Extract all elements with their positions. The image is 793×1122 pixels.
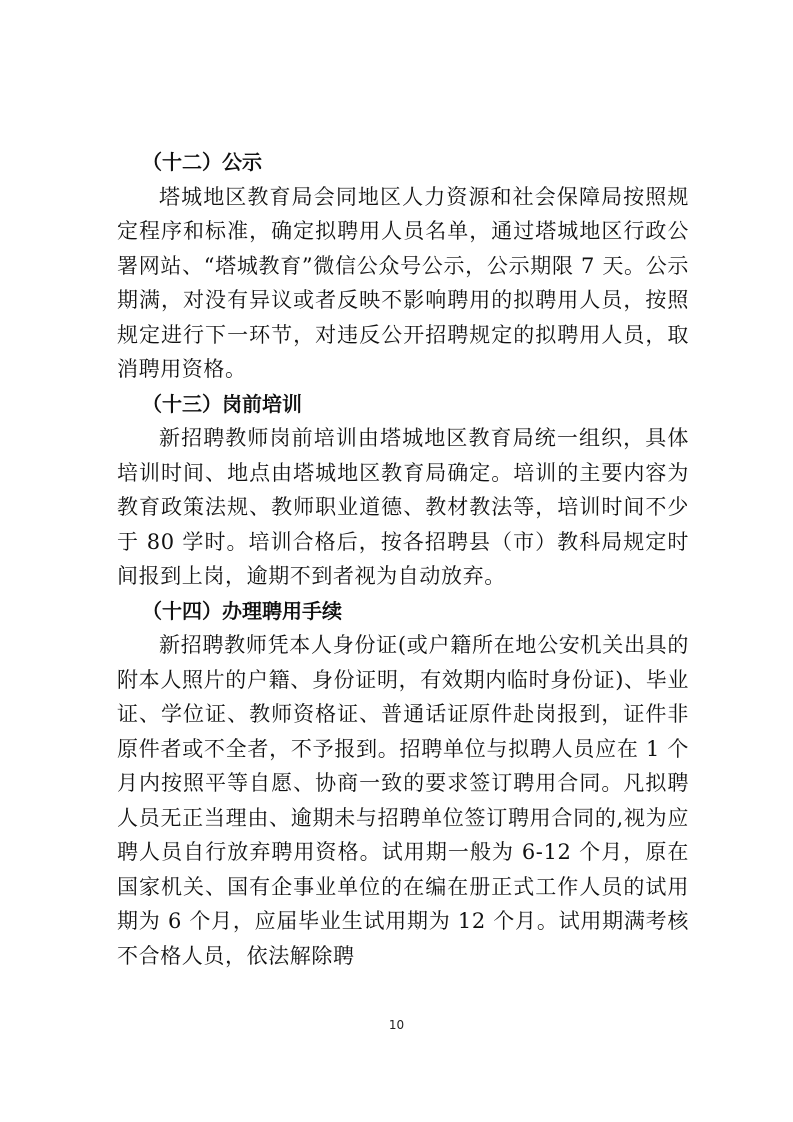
- section-paragraph-pre-job-training: 新招聘教师岗前培训由塔城地区教育局统一组织，具体培训时间、地点由塔城地区教育局确定。培训的主要内容为教育政策法规、教师职业道德、教材教法等，培训时间不少于 80 学时。培训合格后，按各招聘县（市）教科局规定时间报到上岗，逾期不到者视为自动放弃。: [117, 426, 689, 588]
- section-publicity: [117, 145, 689, 387]
- section-heading-publicity: （十二）公示: [142, 150, 262, 174]
- section-pre-job-training: [117, 387, 689, 594]
- section-paragraph-employment-procedures: 新招聘教师凭本人身份证(或户籍所在地公安机关出具的附本人照片的户籍、身份证明，有效期内临时身份证)、毕业证、学位证、教师资格证、普通话证原件赴岗报到，证件非原件者或不全者，不予报到。招聘单位与拟聘人员应在 1 个月内按照平等自愿、协商一致的要求签订聘用合同。凡拟聘人员无正当理由、逾期未与招聘单位签订聘用合同的,视为应聘人员自行放弃聘用资格。试用期一般为 6-12 个月，原在国家机关、国有企事业单位的在编在册正式工作人员的试用期为 6 个月，应届毕业生试用期为 12 个月。试用期满考核不合格人员，依法解除聘: [117, 633, 689, 968]
- page-body: [117, 145, 689, 973]
- section-employment-procedures: [117, 594, 689, 974]
- section-heading-pre-job-training: （十三）岗前培训: [142, 391, 302, 416]
- page-number: 10: [388, 1018, 405, 1032]
- section-heading-employment-procedures: （十四）办理聘用手续: [142, 598, 342, 623]
- section-paragraph-publicity: 塔城地区教育局会同地区人力资源和社会保障局按照规定程序和标准，确定拟聘用人员名单，通过塔城地区行政公署网站、“塔城教育”微信公众号公示，公示期限 7 天。公示期满，对没有异议或者反映不影响聘用的拟聘用人员，按照规定进行下一环节，对违反公开招聘规定的拟聘用人员，取消聘用资格。: [117, 184, 689, 381]
